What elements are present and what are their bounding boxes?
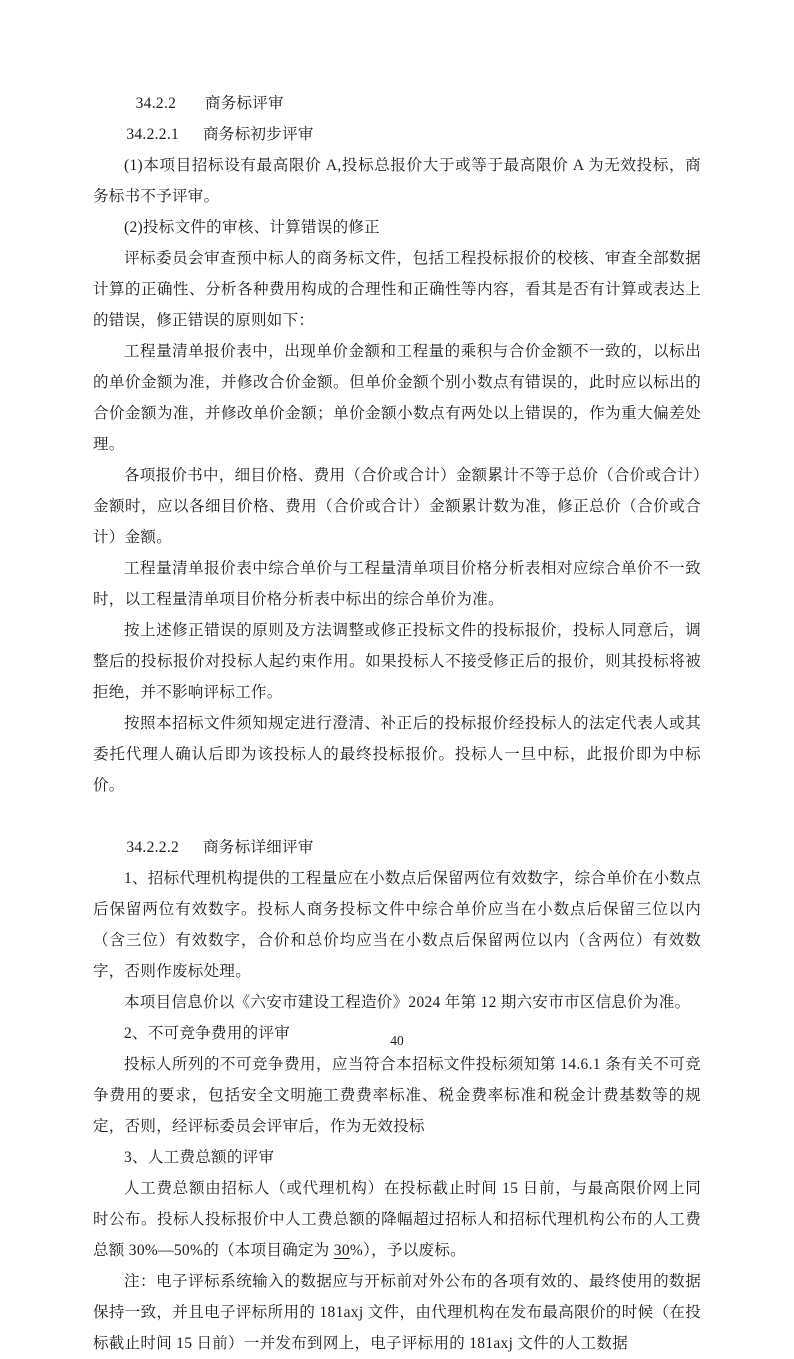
heading-title: 商务标详细评审	[203, 839, 314, 856]
paragraph-noncompetitive-fee-rule: 投标人所列的不可竞争费用，应当符合本招标文件投标须知第 14.6.1 条有关不可竞争费用的要求，包括安全文明施工费费率标准、税金费率标准和税金计费基数等的规定，否则，经评标委员会评审后，作为无效投标	[93, 1056, 701, 1135]
page-number: 40	[390, 1033, 404, 1048]
heading-title: 商务标评审	[204, 95, 284, 112]
blank-line	[93, 801, 701, 832]
paragraph-decimal-digits-rule: 1、招标代理机构提供的工程量应在小数点后保留两位有效数字，综合单价在小数点后保留两位有效数字。投标人商务投标文件中综合单价应当在小数点后保留三位以内（含三位）有效数字，合价和总价均应当在小数点后保留两位以内（含两位）有效数字，否则作废标处理。	[93, 870, 701, 980]
heading-number: 34.2.2	[135, 95, 177, 112]
labor-rule-segment: 人工费总额由招标人（或代理机构）在投标截止时间 15 日前，与最高限价网上同时公布。投标人投标报价中人工费总额的降幅超过招标人和招标代理机构公布的人工费总额 30%—50%的（本项目确定为	[93, 1180, 701, 1259]
heading-34-2-2-2	[93, 832, 701, 863]
paragraph-labor-cost-rule	[93, 1173, 701, 1266]
paragraph-info-price-basis: 本项目信息价以《六安市建设工程造价》2024 年第 12 期六安市市区信息价为准。	[124, 994, 691, 1011]
heading-number: 34.2.2.2	[126, 839, 180, 856]
paragraph-noncompetitive-fee-title: 2、不可竞争费用的评审	[124, 1025, 291, 1042]
labor-rule-underlined-value: 30	[333, 1242, 350, 1259]
paragraph-composite-price-rule: 工程量清单报价表中综合单价与工程量清单项目价格分析表相对应综合单价不一致时，以工程量清单项目价格分析表中标出的综合单价为准。	[93, 560, 701, 608]
paragraph-itemized-price-rule: 各项报价书中，细目价格、费用（合价或合计）金额累计不等于总价（合价或合计）金额时，应以各细目价格、费用（合价或合计）金额累计数为准，修正总价（合价或合计）金额。	[93, 467, 701, 546]
paragraph-max-price-rule: (1)本项目招标设有最高限价 A,投标总报价大于或等于最高限价 A 为无效投标，商务标书不予评审。	[93, 157, 701, 205]
document-body	[93, 88, 701, 1359]
labor-rule-segment: %），予以废标。	[349, 1242, 466, 1259]
paragraph-committee-review: 评标委员会审查预中标人的商务标文件，包括工程投标报价的校核、审查全部数据计算的正确性、分析各种费用构成的合理性和正确性等内容，看其是否有计算或表达上的错误，修正错误的原则如下：	[93, 250, 701, 329]
paragraph-correction-binding: 按上述修正错误的原则及方法调整或修正投标文件的投标报价，投标人同意后，调整后的投标报价对投标人起约束作用。如果投标人不接受修正后的报价，则其投标将被拒绝，并不影响评标工作。	[93, 622, 701, 701]
paragraph-labor-cost-title: 3、人工费总额的评审	[124, 1149, 275, 1166]
paragraph-unit-price-rule: 工程量清单报价表中，出现单价金额和工程量的乘积与合价金额不一致的，以标出的单价金额为准，并修改合价金额。但单价金额个别小数点有错误的，此时应以标出的合价金额为准，并修改单价金额；单价金额小数点有两处以上错误的，作为重大偏差处理。	[93, 343, 701, 453]
paragraph-review-correction-title: (2)投标文件的审核、计算错误的修正	[124, 219, 380, 236]
paragraph-note-electronic-evaluation: 注：电子评标系统输入的数据应与开标前对外公布的各项有效的、最终使用的数据保持一致，并且电子评标所用的 181axj 文件，由代理机构在发布最高限价的时候（在投标截止时间 15 日前）一并发布到网上，电子评标用的 181axj 文件的人工数据	[93, 1273, 701, 1352]
paragraph-final-bid-price: 按照本招标文件须知规定进行澄清、补正后的投标报价经投标人的法定代表人或其委托代理人确认后即为该投标人的最终投标报价。投标人一旦中标，此报价即为中标价。	[93, 715, 701, 794]
heading-title: 商务标初步评审	[203, 126, 314, 143]
heading-number: 34.2.2.1	[126, 126, 180, 143]
heading-34-2-2	[93, 88, 701, 119]
heading-34-2-2-1	[93, 119, 701, 150]
